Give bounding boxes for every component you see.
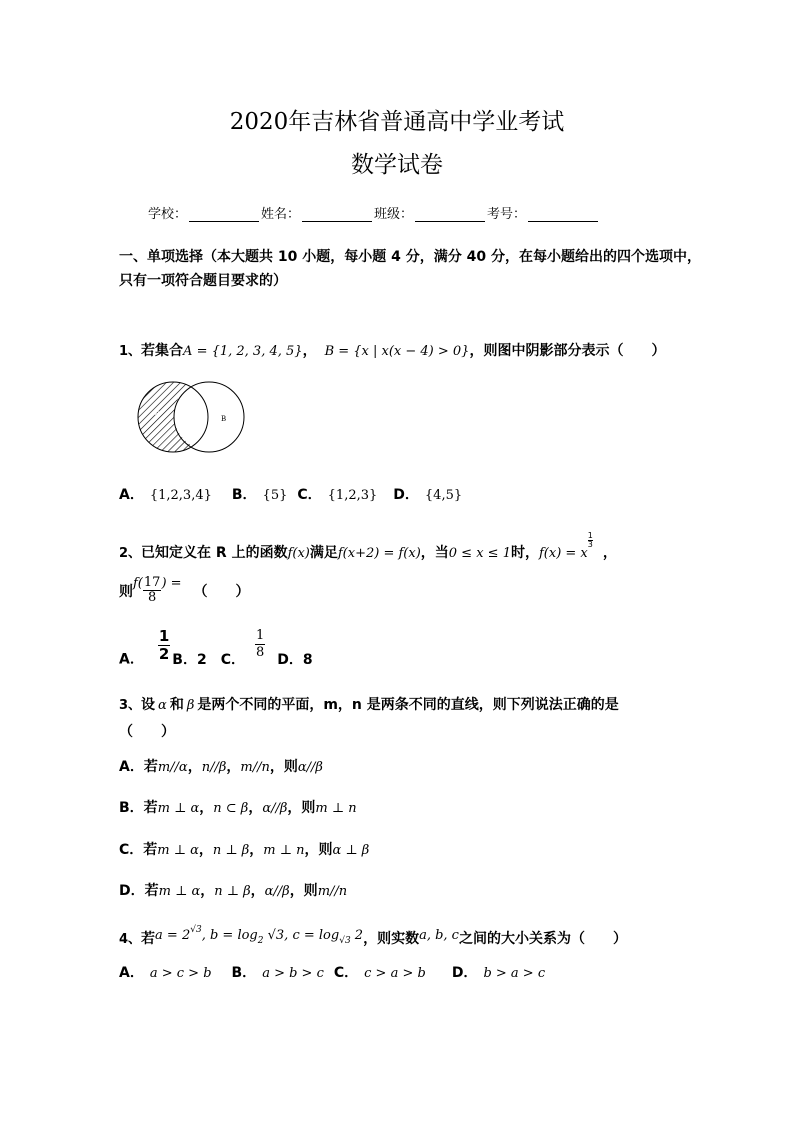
option-a-label: A．: [119, 651, 144, 668]
option-c[interactable]: [255, 628, 265, 661]
ask-numerator: 17: [143, 575, 161, 590]
question-text: ，则: [287, 800, 316, 816]
separator: ，: [248, 800, 263, 816]
question-text: ，: [302, 343, 317, 359]
question-2-ask: [119, 576, 250, 605]
answer-paren: （ ）: [193, 584, 250, 600]
option-b[interactable]: {5}: [262, 488, 288, 503]
question-text: ，则实数: [363, 931, 420, 947]
option-a-label: A．: [119, 487, 144, 503]
option-c-label: C．: [220, 651, 245, 668]
separator: ，: [187, 759, 202, 775]
condition-formula: m//n: [240, 760, 270, 775]
variables: a, b, c: [419, 928, 459, 943]
question-text: 满足: [309, 545, 338, 561]
question-3: [119, 694, 619, 714]
question-text: ，当: [420, 545, 449, 561]
condition-formula: m ⊥ α: [158, 884, 201, 899]
question-text: ，则: [289, 883, 318, 899]
option-d-label: D．: [451, 965, 478, 981]
a-definition: a = 2: [155, 928, 191, 943]
question-number: 1、: [119, 344, 142, 359]
result-formula: α ⊥ β: [332, 843, 370, 858]
question-3-option-b[interactable]: [119, 797, 357, 817]
function-definition: f(x) = x: [538, 546, 588, 561]
exponent-numerator: 1: [587, 531, 593, 540]
option-a[interactable]: {1,2,3,4}: [149, 488, 212, 503]
question-2-options: [119, 628, 313, 669]
question-number: 2、: [119, 546, 142, 561]
option-a-label: A．若: [119, 759, 158, 775]
exam-number-label: 考号：: [487, 207, 527, 222]
option-c-label: C．: [297, 487, 322, 503]
option-d-label: D．若: [119, 883, 159, 899]
option-c-label: C．若: [119, 842, 158, 858]
set-a-formula: A = {1, 2, 3, 4, 5}: [183, 344, 303, 359]
option-d[interactable]: b > a > c: [483, 966, 546, 981]
condition-formula: n//β: [201, 760, 227, 775]
question-text: 是两个不同的平面，m，n 是两条不同的直线，则下列说法正确的是: [197, 697, 619, 713]
alpha-symbol: α: [158, 698, 167, 713]
c-argument: 2: [350, 928, 364, 943]
condition-formula: n ⊥ β: [212, 843, 250, 858]
option-b[interactable]: a > b > c: [262, 966, 324, 981]
answer-paren: （ ）: [119, 724, 175, 740]
question-text: 设: [141, 697, 156, 713]
venn-diagram: [135, 378, 250, 458]
option-a-label: A．: [119, 965, 144, 981]
class-field[interactable]: [415, 209, 485, 222]
ask-fraction: [143, 576, 162, 605]
question-3-option-a[interactable]: [119, 756, 323, 776]
option-b-label: B．若: [119, 800, 158, 816]
question-1-options: [119, 484, 462, 504]
option-c-denominator: 8: [255, 645, 265, 660]
question-4-options: [119, 962, 545, 982]
option-a-numerator: 1: [158, 627, 170, 645]
question-text: ，则图中阴影部分表示（ ）: [469, 343, 666, 359]
option-c-numerator: 1: [255, 628, 265, 643]
question-2: [119, 532, 617, 562]
separator: ，: [226, 759, 241, 775]
question-text: 时，: [510, 545, 539, 561]
question-text: 之间的大小关系为（ ）: [458, 931, 627, 947]
separator: ，: [200, 883, 215, 899]
condition-formula: α//β: [264, 884, 290, 899]
b-definition: , b = log: [201, 928, 258, 943]
condition-formula: α//β: [262, 801, 288, 816]
section-heading-cont: 只有一项符合题目要求的）: [119, 273, 287, 289]
condition-formula: m ⊥ n: [263, 843, 305, 858]
exam-number-field[interactable]: [528, 209, 598, 222]
venn-label-b: B: [221, 415, 227, 423]
option-a[interactable]: a > c > b: [149, 966, 212, 981]
separator: ，: [250, 883, 265, 899]
option-a[interactable]: [158, 628, 170, 663]
exponent-fraction: [588, 532, 593, 549]
question-3-option-c[interactable]: [119, 839, 369, 859]
question-number: 4、: [119, 932, 142, 947]
exam-subtitle: 数学试卷: [351, 152, 443, 178]
question-text: 已知定义在 R 上的函数: [141, 545, 288, 561]
option-d-label: D．: [393, 487, 419, 503]
separator: ，: [249, 842, 264, 858]
separator: ，: [199, 800, 214, 816]
ask-function: f(: [133, 576, 143, 591]
option-d[interactable]: {4,5}: [424, 488, 463, 503]
exam-title: 2020年吉林省普通高中学业考试: [229, 109, 565, 135]
periodicity-formula: f(x+2) = f(x): [337, 546, 421, 561]
class-label: 班级：: [374, 207, 414, 222]
option-b[interactable]: B．2: [172, 651, 207, 668]
question-text: 则: [119, 584, 133, 600]
option-b-label: B．: [231, 965, 257, 981]
condition-formula: m ⊥ α: [157, 801, 200, 816]
condition-formula: n ⊥ β: [214, 884, 251, 899]
separator: ，: [198, 842, 213, 858]
question-3-option-d[interactable]: [119, 880, 347, 900]
question-text: ，则: [269, 759, 298, 775]
question-text: 若集合: [141, 343, 184, 359]
set-b-formula: B = {x | x(x − 4) > 0}: [324, 344, 470, 359]
result-formula: m//n: [317, 884, 348, 899]
section-heading: 一、单项选择（本大题共 10 小题，每小题 4 分，满分 40 分，在每小题给出的四个选项中，: [119, 249, 701, 265]
condition-formula: n ⊂ β: [213, 801, 249, 816]
b-arg-c-definition: √3, c = log: [263, 928, 340, 943]
school-field[interactable]: [189, 209, 259, 222]
condition-formula: m//α: [157, 760, 188, 775]
question-4: [119, 925, 627, 948]
name-field[interactable]: [302, 209, 372, 222]
result-formula: m ⊥ n: [315, 801, 357, 816]
name-label: 姓名：: [261, 207, 301, 222]
option-a-denominator: 2: [158, 645, 170, 663]
ask-denominator: 8: [148, 590, 157, 605]
option-c[interactable]: {1,2,3}: [327, 488, 378, 503]
result-formula: α//β: [297, 760, 323, 775]
option-d[interactable]: D．8: [277, 651, 313, 668]
function-formula: f(x): [287, 546, 310, 561]
school-label: 学校：: [148, 207, 188, 222]
a-exponent: √3: [190, 925, 202, 935]
question-text: 和: [169, 697, 184, 713]
b-log-base: 2: [257, 936, 264, 946]
circle-b: [174, 382, 244, 452]
range-formula: 0 ≤ x ≤ 1: [448, 546, 511, 561]
venn-label-a: A: [155, 409, 161, 417]
student-info-fields: [148, 203, 600, 222]
option-b-label: B．: [231, 487, 257, 503]
question-number: 3、: [119, 698, 142, 713]
question-text: 若: [141, 931, 156, 947]
question-text: ，: [602, 545, 617, 561]
c-log-base: √3: [339, 936, 351, 946]
question-1: [119, 340, 665, 360]
beta-symbol: β: [186, 698, 195, 713]
question-text: ，则: [304, 842, 333, 858]
condition-formula: m ⊥ α: [157, 843, 199, 858]
exponent-denominator: 3: [587, 540, 593, 549]
option-c-label: C．: [333, 965, 359, 981]
ask-equals: ) =: [161, 576, 182, 591]
option-c[interactable]: c > a > b: [364, 966, 426, 981]
